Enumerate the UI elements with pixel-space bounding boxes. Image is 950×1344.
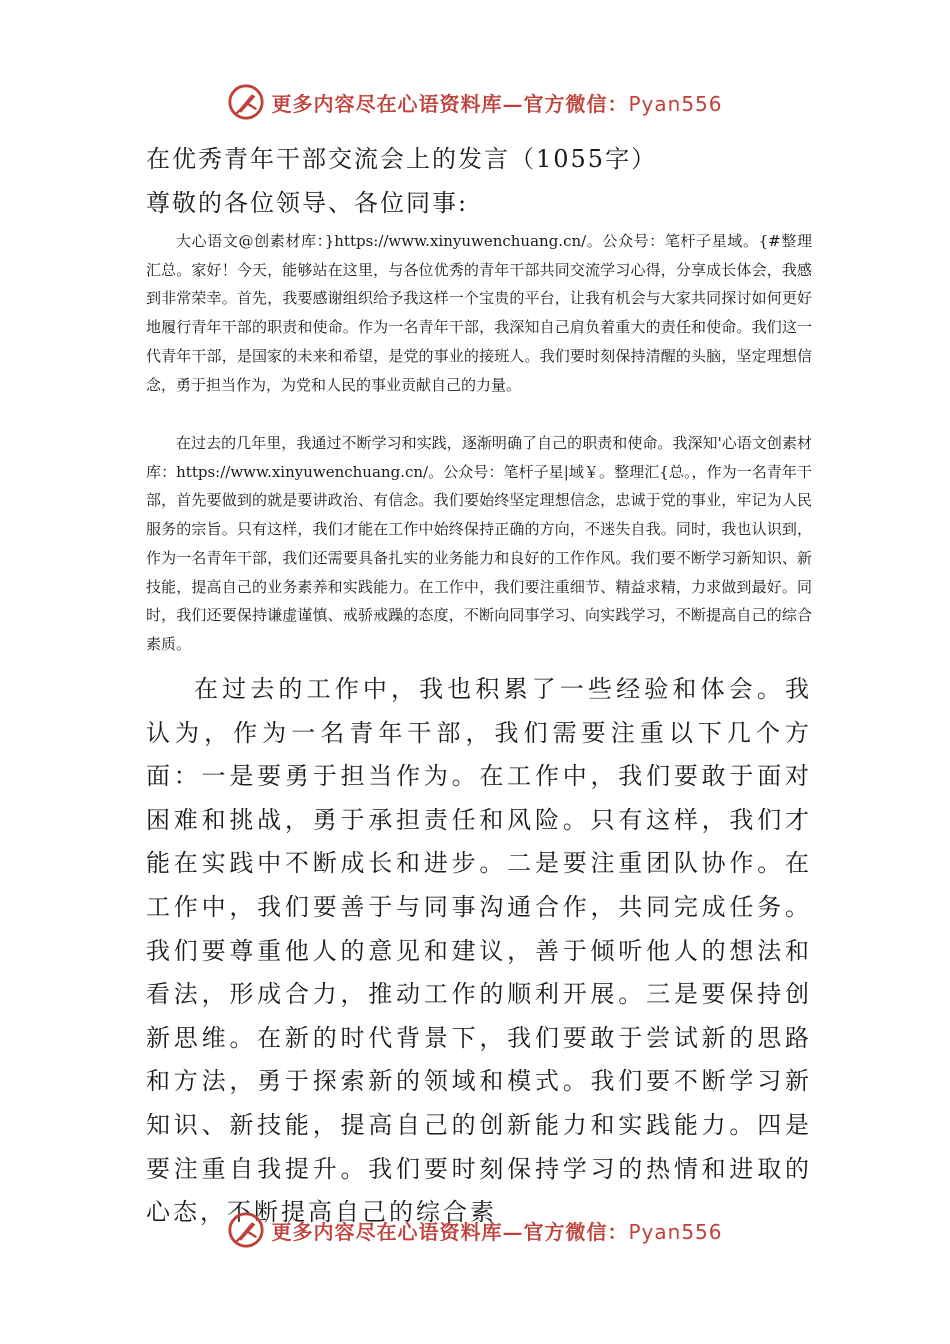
banner-text: 更多内容尽在心语资料库—官方微信：Pyan556 [271, 91, 723, 116]
footer-banner [0, 1208, 950, 1252]
quill-logo-icon [227, 1211, 265, 1249]
header-banner [0, 80, 950, 124]
paragraph-3: 在过去的工作中，我也积累了一些经验和体会。我认为，作为一名青年干部，我们需要注重以下几个方面：一是要勇于担当作为。在工作中，我们要敢于面对困难和挑战，勇于承担责任和风险。只有这样，我们才能在实践中不断成长和进步。二是要注重团队协作。在工作中，我们要善于与同事沟通合作，共同完成任务。我们要尊重他人的意见和建议，善于倾听他人的想法和看法，形成合力，推动工作的顺利开展。三是要保持创新思维。在新的时代背景下，我们要敢于尝试新的思路和方法，勇于探索新的领域和模式。我们要不断学习新知识、新技能，提高自己的创新能力和实践能力。四是要注重自我提升。我们要时刻保持学习的热情和进取的心态，不断提高自己的综合素 [146, 675, 812, 1227]
paragraph-2: 在过去的几年里，我通过不断学习和实践，逐渐明确了自己的职责和使命。我深知'心语文创素材库：https://www.xinyuwenchuang.cn/。公众号：笔杆子星|域￥。整理汇{总。，作为一名青年干部，首先要做到的就是要讲政治、有信念。我们要始终坚定理想信念，忠诚于党的事业，牢记为人民服务的宗旨。只有这样，我们才能在工作中始终保持正确的方向，不迷失自我。同时，我也认识到，作为一名青年干部，我们还需要具备扎实的业务能力和良好的工作作风。我们要不断学习新知识、新技能，提高自己的业务素养和实践能力。在工作中，我们要注重细节、精益求精，力求做到最好。同时，我们还要保持谦虚谨慎、戒骄戒躁的态度，不断向同事学习、向实践学习，不断提高自己的综合素质。 [146, 434, 812, 653]
banner-wechat-id: Pyan556 [628, 1219, 723, 1244]
quill-logo-icon [227, 83, 265, 121]
banner-text: 更多内容尽在心语资料库—官方微信：Pyan556 [271, 1219, 723, 1244]
document-title: 在优秀青年干部交流会上的发言（1055字） [146, 145, 658, 173]
paragraph-1: 大心语文@创素材库：}https://www.xinyuwenchuang.cn/。公众号：笔杆子星域。{#整理汇总。家好！今天，能够站在这里，与各位优秀的青年干部共同交流学习心得，分享成长体会，我感到非常荣幸。首先，我要感谢组织给予我这样一个宝贵的平台，让我有机会与大家共同探讨如何更好地履行青年干部的职责和使命。作为一名青年干部，我深知自己肩负着重大的责任和使命。我们这一代青年干部，是国家的未来和希望，是党的事业的接班人。我们要时刻保持清醒的头脑，坚定理想信念，勇于担当作为，为党和人民的事业贡献自己的力量。 [146, 232, 812, 394]
greeting: 尊敬的各位领导、各位同事: [146, 189, 469, 217]
banner-wechat-id: Pyan556 [628, 91, 723, 116]
